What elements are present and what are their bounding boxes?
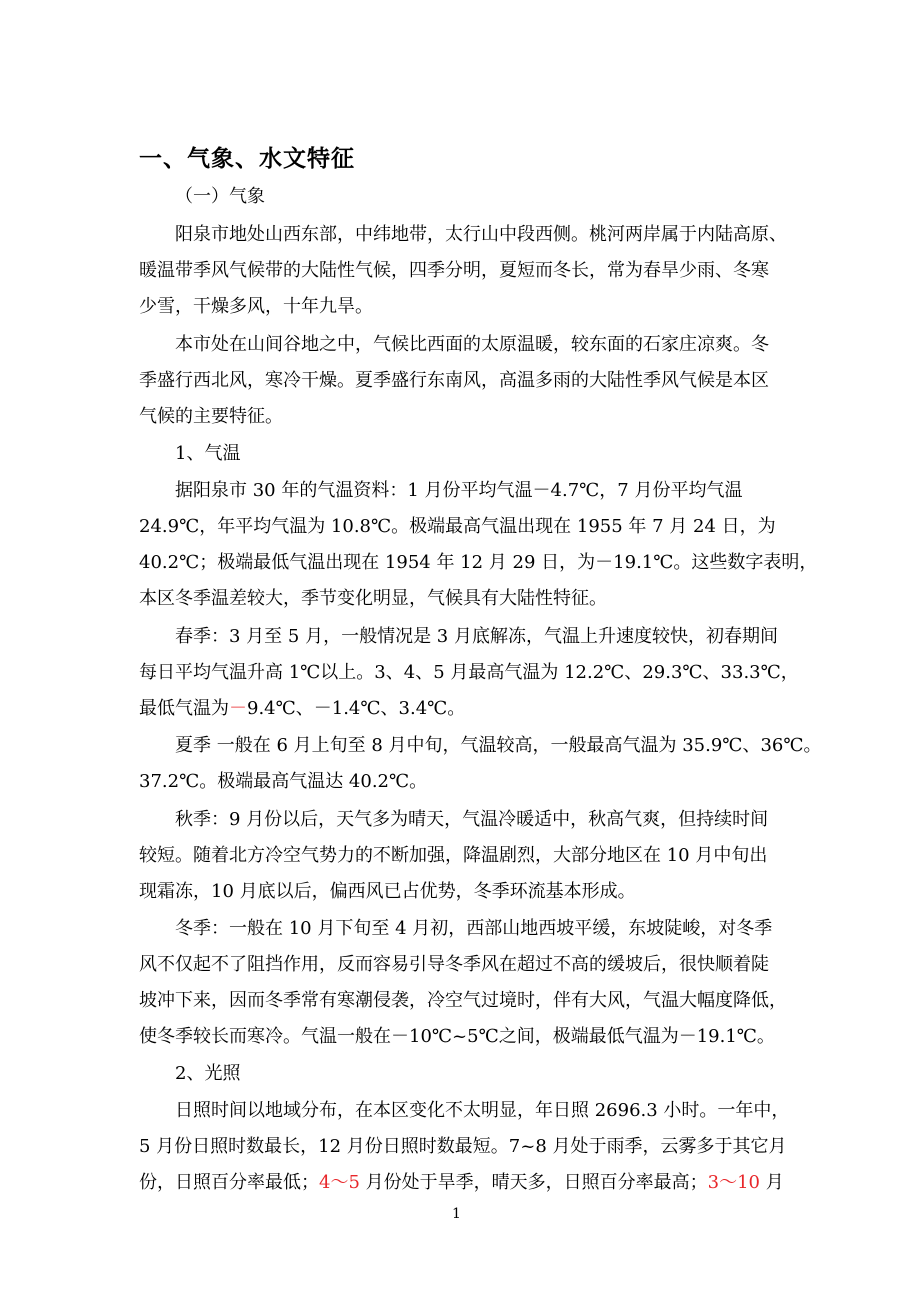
paragraph-line: 40.2℃；极端最低气温出现在 1954 年 12 月 29 日，为－19.1℃。这些数字表明， bbox=[139, 552, 818, 573]
paragraph-line: 春季：3 月至 5 月，一般情况是 3 月底解冻，气温上升速度较快，初春期间 bbox=[175, 626, 778, 647]
paragraph-line: 本区冬季温差较大，季节变化明显，气候具有大陆性特征。 bbox=[139, 588, 607, 609]
paragraph-line: 阳泉市地处山西东部，中纬地带，太行山中段西侧。桃河两岸属于内陆高原、 bbox=[175, 224, 787, 245]
section-heading-temperature: 1、气温 bbox=[175, 443, 241, 464]
paragraph-line: 据阳泉市 30 年的气温资料：1 月份平均气温－4.7℃，7 月份平均气温 bbox=[175, 480, 743, 501]
text-run: 月份处于旱季，晴天多，日照百分率最高； bbox=[359, 1172, 708, 1193]
subheading: （一）气象 bbox=[175, 186, 265, 207]
highlighted-text: － bbox=[229, 698, 247, 719]
paragraph-line: 气候的主要特征。 bbox=[139, 406, 283, 427]
paragraph-line: 少雪，干燥多风，十年九旱。 bbox=[139, 296, 373, 317]
paragraph-line bbox=[139, 694, 465, 724]
section-title: 一、气象、水文特征 bbox=[139, 146, 355, 172]
paragraph-line: 5 月份日照时数最长，12 月份日照时数最短。7~8 月处于雨季，云雾多于其它月 bbox=[139, 1136, 787, 1157]
paragraph-line: 冬季：一般在 10 月下旬至 4 月初，西部山地西坡平缓，东坡陡峻，对冬季 bbox=[175, 918, 773, 939]
text-run: 份，日照百分率最低； bbox=[139, 1172, 319, 1193]
paragraph-line bbox=[139, 1168, 784, 1198]
paragraph-line: 使冬季较长而寒冷。气温一般在－10℃~5℃之间，极端最低气温为－19.1℃。 bbox=[139, 1026, 775, 1047]
paragraph-line: 每日平均气温升高 1℃以上。3、4、5 月最高气温为 12.2℃、29.3℃、33.3℃， bbox=[139, 662, 799, 683]
paragraph-line: 37.2℃。极端最高气温达 40.2℃。 bbox=[139, 771, 428, 792]
text-run: 最低气温为 bbox=[139, 698, 229, 719]
highlighted-text: 4～5 bbox=[319, 1172, 360, 1193]
paragraph-line: 较短。随着北方冷空气势力的不断加强，降温剧烈，大部分地区在 10 月中旬出 bbox=[139, 845, 768, 866]
highlighted-text: 3～10 bbox=[707, 1172, 760, 1193]
paragraph-line: 坡冲下来，因而冬季常有寒潮侵袭，冷空气过境时，伴有大风，气温大幅度降低， bbox=[139, 990, 787, 1011]
paragraph-line: 本市处在山间谷地之中，气候比西面的太原温暖，较东面的石家庄凉爽。冬 bbox=[175, 334, 769, 355]
paragraph-line: 现霜冻，10 月底以后，偏西风已占优势，冬季环流基本形成。 bbox=[139, 881, 636, 902]
text-run: 月 bbox=[760, 1172, 784, 1193]
paragraph-line: 暖温带季风气候带的大陆性气候，四季分明，夏短而冬长，常为春旱少雨、冬寒 bbox=[139, 260, 769, 281]
paragraph-line: 秋季：9 月份以后，天气多为晴天，气温冷暖适中，秋高气爽，但持续时间 bbox=[175, 809, 769, 830]
paragraph-line: 季盛行西北风，寒冷干燥。夏季盛行东南风，高温多雨的大陆性季风气候是本区 bbox=[139, 370, 769, 391]
paragraph-line: 24.9℃，年平均气温为 10.8℃。极端最高气温出现在 1955 年 7 月 24 日，为 bbox=[139, 516, 776, 537]
text-run: 9.4℃、－1.4℃、3.4℃。 bbox=[247, 698, 466, 719]
paragraph-line: 夏季 一般在 6 月上旬至 8 月中旬，气温较高，一般最高气温为 35.9℃、36℃。 bbox=[175, 735, 822, 756]
page-number: 1 bbox=[452, 1206, 461, 1222]
section-heading-sunlight: 2、光照 bbox=[175, 1063, 241, 1084]
paragraph-line: 日照时间以地域分布，在本区变化不太明显，年日照 2696.3 小时。一年中， bbox=[175, 1100, 790, 1121]
paragraph-line: 风不仅起不了阻挡作用，反而容易引导冬季风在超过不高的缓坡后，很快顺着陡 bbox=[139, 954, 769, 975]
